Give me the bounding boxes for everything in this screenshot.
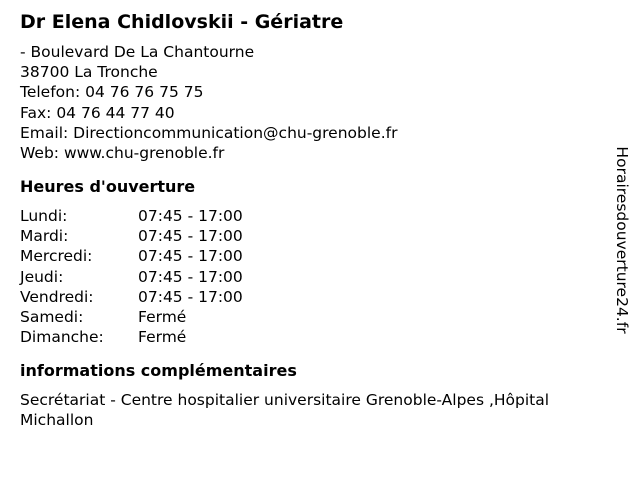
hours-value: Fermé: [138, 327, 187, 346]
page-title: Dr Elena Chidlovskii - Gériatre: [20, 11, 344, 33]
day-label: Jeudi:: [20, 267, 64, 286]
day-label: Dimanche:: [20, 327, 104, 346]
opening-hours-table: [20, 206, 620, 347]
phone-number: Telefon: 04 76 76 75 75: [20, 83, 204, 102]
hours-row-sunday: [20, 327, 620, 347]
hours-row-tuesday: [20, 226, 620, 246]
hours-value: 07:45 - 17:00: [138, 207, 243, 226]
day-label: Mercredi:: [20, 247, 93, 266]
hours-row-wednesday: [20, 246, 620, 266]
hours-row-saturday: [20, 307, 620, 327]
day-label: Lundi:: [20, 207, 68, 226]
email-address: Email: Directioncommunication@chu-grenoble.fr: [20, 123, 398, 142]
day-label: Vendredi:: [20, 287, 94, 306]
info-card: [20, 9, 620, 431]
hours-value: 07:45 - 17:00: [138, 287, 243, 306]
day-label: Mardi:: [20, 227, 69, 246]
fax-number: Fax: 04 76 44 77 40: [20, 103, 175, 122]
additional-info-text: Secrétariat - Centre hospitalier universitaire Grenoble-Alpes ,Hôpital Michallon: [20, 390, 550, 430]
address-city: 38700 La Tronche: [20, 63, 158, 82]
address-street: - Boulevard De La Chantourne: [20, 43, 255, 61]
hours-row-monday: [20, 206, 620, 226]
website-url: Web: www.chu-grenoble.fr: [20, 144, 225, 163]
hours-value: Fermé: [138, 307, 187, 326]
hours-value: 07:45 - 17:00: [138, 227, 243, 246]
opening-hours-heading: Heures d'ouverture: [20, 177, 196, 197]
hours-value: 07:45 - 17:00: [138, 247, 243, 266]
hours-value: 07:45 - 17:00: [138, 267, 243, 286]
additional-info-heading: informations complémentaires: [20, 360, 297, 380]
hours-row-thursday: [20, 267, 620, 287]
contact-block: [20, 42, 620, 163]
day-label: Samedi:: [20, 307, 84, 326]
hours-row-friday: [20, 287, 620, 307]
side-brand-text: Horairesdouverture24.fr: [613, 146, 631, 334]
